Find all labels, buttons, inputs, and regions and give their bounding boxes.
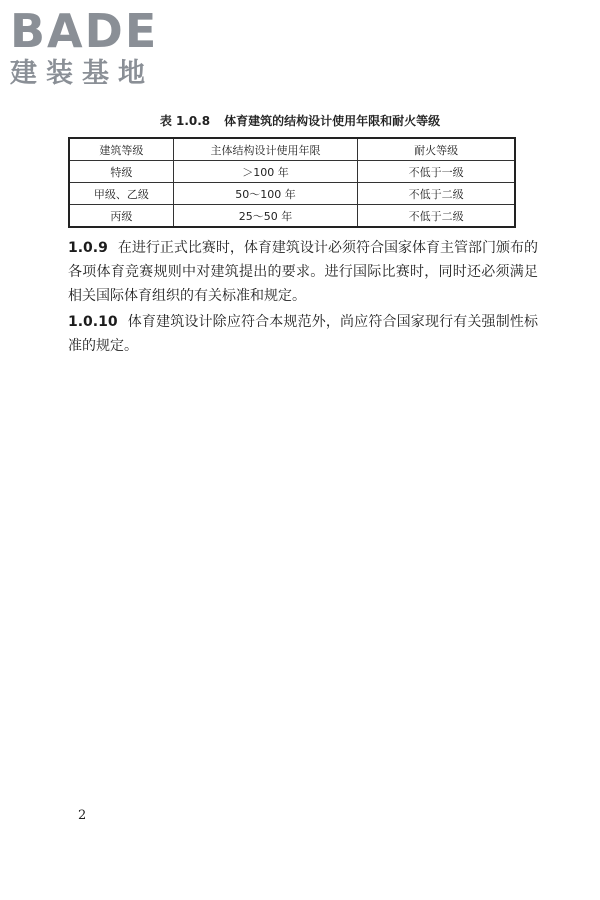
cell-fire-rating: 不低于二级 [358, 205, 515, 228]
clause-1-0-10 [68, 310, 538, 358]
table-header-row [69, 138, 515, 161]
cell-service-life: 50～100 年 [173, 183, 357, 205]
table-caption-number: 表 1.0.8 [159, 114, 211, 128]
cell-fire-rating: 不低于一级 [358, 161, 515, 183]
logo-latin-text: BADE [10, 4, 159, 58]
cell-grade: 丙级 [69, 205, 173, 228]
clause-text: 体育建筑设计除应符合本规范外，尚应符合国家现行有关强制性标准的规定。 [68, 314, 538, 354]
logo-cjk-text: 建装基地 [10, 58, 154, 89]
table-row [69, 205, 515, 228]
cell-grade: 特级 [69, 161, 173, 183]
table-caption [0, 112, 600, 129]
cell-grade: 甲级、乙级 [69, 183, 173, 205]
cell-service-life: ＞100 年 [173, 161, 357, 183]
header-service-life: 主体结构设计使用年限 [173, 138, 357, 161]
cell-service-life: 25～50 年 [173, 205, 357, 228]
clause-text: 在进行正式比赛时，体育建筑设计必须符合国家体育主管部门颁布的各项体育竞赛规则中对建筑提出的要求。进行国际比赛时，同时还必须满足相关国际体育组织的有关标准和规定。 [68, 240, 538, 304]
table-row [69, 161, 515, 183]
clause-number: 1.0.9 [68, 240, 108, 256]
clause-number: 1.0.10 [68, 314, 118, 330]
table-caption-title: 体育建筑的结构设计使用年限和耐火等级 [224, 114, 441, 128]
page-number: 2 [78, 808, 87, 823]
bade-logo [10, 6, 180, 90]
cell-fire-rating: 不低于二级 [358, 183, 515, 205]
header-building-grade: 建筑等级 [69, 138, 173, 161]
table-row [69, 183, 515, 205]
clause-1-0-9 [68, 236, 538, 308]
service-life-fire-rating-table [68, 137, 516, 228]
header-fire-rating: 耐火等级 [358, 138, 515, 161]
